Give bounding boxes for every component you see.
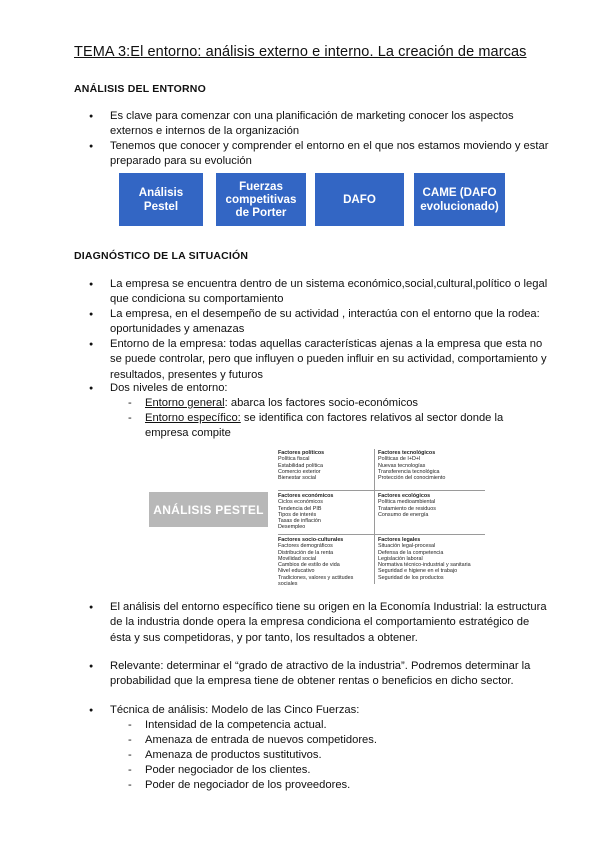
analysis-tools-diagram (119, 173, 505, 226)
pestel-label: ANÁLISIS PESTEL (149, 492, 268, 527)
list-item: ● Dos niveles de entorno: (110, 381, 550, 396)
cell-item: Transferencia tecnológica (378, 468, 440, 475)
term-description: se identifica con factores relativos al sector donde la empresa compite (145, 412, 504, 440)
pestel-diagram (148, 443, 490, 588)
sub-list-item (145, 411, 525, 442)
cell-item: Comercio exterior (278, 468, 321, 475)
cell-item: Nuevas tecnologías (378, 462, 426, 469)
section-heading-diagnostico: DIAGNÓSTICO DE LA SITUACIÓN (74, 250, 249, 262)
tool-box-dafo (315, 173, 404, 226)
pestel-cell-ecologicos (378, 493, 474, 518)
cell-item: Políticas de I+D+I (378, 456, 421, 463)
cell-item: Tendencia del PIB (278, 505, 322, 512)
list-item: ● Es clave para comenzar con una planificación de marketing conocer los aspectos externos e internos de la organización (110, 109, 550, 140)
cell-item: Tipos de interés (278, 511, 317, 518)
cell-heading: Factores tecnológicos (378, 450, 436, 456)
list-item: ● La empresa se encuentra dentro de un sistema económico,social,cultural,político o legal que condiciona su comportamiento (110, 277, 550, 308)
force-item: - Poder de negociador de los proveedores. (145, 778, 525, 793)
tool-box-label: Análisis Pestel (138, 186, 184, 213)
cell-item: Situación legal-procesal (378, 543, 436, 550)
tool-box-label: CAME (DAFO evolucionado) (420, 186, 499, 213)
force-item: - Intensidad de la competencia actual. (145, 718, 525, 733)
cell-item: Normativa técnico-industrial y sanitaria (378, 562, 471, 569)
tool-box-label: DAFO (343, 192, 376, 206)
sub-list-item (145, 396, 525, 411)
pestel-cell-tecnologicos (378, 450, 474, 481)
pestel-cell-economicos (278, 493, 374, 531)
cell-item: Bienestar social (278, 475, 317, 482)
page-title: TEMA 3:El entorno: análisis externo e interno. La creación de marcas (74, 44, 527, 60)
cell-item: Protección del conocimiento (378, 475, 446, 482)
cell-item: Tradiciones, valores y actitudes sociales (278, 574, 354, 588)
force-item: - Poder negociador de los clientes. (145, 763, 525, 778)
cell-item: Distribución de la renta (278, 549, 334, 556)
list-item: ● Tenemos que conocer y comprender el entorno en el que nos estamos moviendo y estar preparado para su evolución (110, 139, 550, 170)
section-heading-analisis-entorno: ANÁLISIS DEL ENTORNO (74, 83, 206, 95)
cell-item: Tratamiento de residuos (378, 505, 436, 512)
cell-item: Legislación laboral (378, 555, 423, 562)
tool-box-porter (216, 173, 306, 226)
list-item: ● Técnica de análisis: Modelo de las Cinco Fuerzas: (110, 703, 550, 718)
term-entorno-general: Entorno general (145, 397, 225, 409)
pestel-cell-socioculturales (278, 537, 374, 587)
tool-box-label: Fuerzas competitivas de Porter (225, 179, 297, 220)
cell-heading: Factores económicos (278, 493, 334, 499)
grid-divider (374, 449, 375, 584)
cell-heading: Factores legales (378, 537, 421, 543)
pestel-grid (278, 449, 485, 588)
cell-item: Política fiscal (278, 456, 310, 463)
cell-item: Defensa de la competencia (378, 549, 444, 556)
pestel-cell-legales (378, 537, 474, 581)
cell-item: Nivel educativo (278, 568, 315, 575)
list-item: ● Entorno de la empresa: todas aquellas características ajenas a la empresa que esta no se puede controlar, pero que influyen o pueden influir en su actividad, comportamiento y resultados, presentes y futuros (110, 337, 550, 383)
cell-heading: Factores políticos (278, 450, 325, 456)
list-item: ● Relevante: determinar el “grado de atractivo de la industria”. Podremos determinar la probabilidad que la empresa tiene de obtener rentas o beneficios en dicho sector. (110, 659, 550, 690)
cell-item: Desempleo (278, 524, 306, 531)
force-item: - Amenaza de entrada de nuevos competidores. (145, 733, 525, 748)
term-description: : abarca los factores socio-económicos (224, 397, 419, 409)
cell-item: Política medioambiental (378, 499, 436, 506)
cell-item: Seguridad de los productos (378, 574, 444, 581)
cell-item: Cambios de estilo de vida (278, 562, 340, 569)
tool-box-pestel (119, 173, 203, 226)
tool-box-came (414, 173, 505, 226)
cell-item: Seguridad e higiene en el trabajo (378, 568, 458, 575)
force-item: - Amenaza de productos sustitutivos. (145, 748, 525, 763)
list-item: ● La empresa, en el desempeño de su actividad , interactúa con el entorno que la rodea: oportunidades y amenazas (110, 307, 550, 338)
cell-item: Factores demográficos (278, 543, 333, 550)
cell-item: Movilidad social (278, 555, 317, 562)
cell-item: Consumo de energía (378, 511, 429, 518)
cell-heading: Factores socio-culturales (278, 537, 344, 543)
list-item: ● El análisis del entorno específico tiene su origen en la Economía Industrial: la estructura de la industria donde opera la empresa condiciona el comportamiento estratégico de ésta y sus competidoras, y por tanto, los resultados a obtener. (110, 600, 550, 646)
cell-heading: Factores ecológicos (378, 493, 431, 499)
cell-item: Estabilidad política (278, 462, 323, 469)
term-entorno-especifico: Entorno específico: (145, 412, 241, 424)
cell-item: Ciclos económicos (278, 499, 323, 506)
grid-divider (278, 490, 485, 491)
pestel-cell-politicos (278, 450, 374, 481)
grid-divider (278, 534, 485, 535)
cell-item: Tasas de inflación (278, 518, 321, 525)
